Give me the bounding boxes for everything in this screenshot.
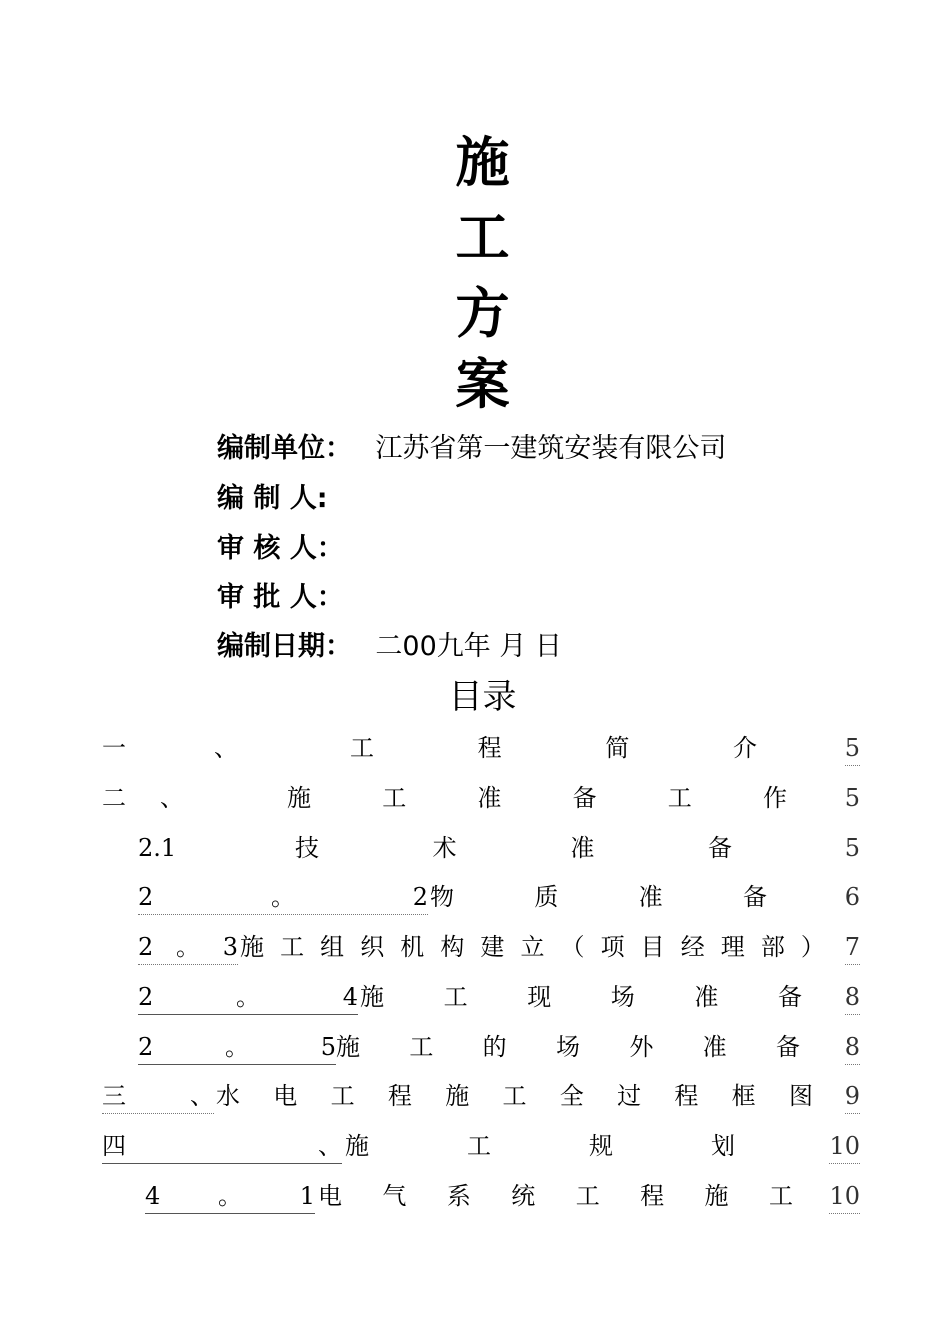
toc-entry-number	[138, 930, 238, 965]
toc-title-char: 工	[768, 1182, 793, 1210]
toc-title-char: 织	[360, 933, 385, 961]
toc-title-char: 施	[345, 1132, 369, 1160]
toc-title-char: 术	[432, 834, 457, 862]
toc-title-char: 准	[702, 1033, 727, 1061]
toc-title-char: 施	[240, 933, 264, 961]
toc-entry[interactable]	[138, 980, 860, 1014]
toc-title-char: 程	[640, 1182, 665, 1210]
toc-entry[interactable]	[102, 1129, 860, 1163]
toc-number-char: 2	[138, 1033, 154, 1061]
reviewer-label: 审 核 人：	[217, 533, 344, 564]
toc-number-char: 。	[236, 983, 260, 1011]
toc-title-char: 施	[336, 1033, 360, 1061]
toc-entry[interactable]	[138, 880, 860, 914]
toc-title: 目录	[448, 677, 517, 717]
toc-entry-number	[145, 1179, 315, 1214]
toc-title-char: 规	[589, 1132, 613, 1160]
title-char-4: 案	[455, 352, 510, 416]
toc-number-char: 1	[299, 1182, 315, 1210]
title-char-1: 施	[455, 130, 510, 194]
toc-title-char: 准	[477, 784, 502, 812]
toc-entry-title	[430, 880, 767, 914]
toc-entry-title	[318, 1179, 793, 1213]
toc-number-char: 三	[102, 1082, 126, 1110]
toc-title-char: 工	[409, 1033, 434, 1061]
date-value: 二00九年 月 日	[375, 631, 562, 662]
toc-number-char: 、	[190, 1082, 214, 1110]
toc-title-char: 程	[387, 1082, 412, 1110]
toc-title-char: 备	[777, 983, 802, 1011]
toc-title-char: 备	[572, 784, 597, 812]
toc-title-char: 施	[360, 983, 384, 1011]
toc-title-char: 工	[575, 1182, 600, 1210]
toc-title-char: 备	[775, 1033, 800, 1061]
toc-entry-title	[295, 831, 732, 865]
toc-page-number: 6	[844, 883, 860, 911]
toc-title-char: 物	[430, 883, 454, 911]
toc-title-char: 的	[482, 1033, 507, 1061]
toc-entry-title	[360, 980, 802, 1014]
toc-number-char: 4	[342, 983, 358, 1011]
toc-title-char: 施	[445, 1082, 470, 1110]
toc-title-char: 质	[534, 883, 559, 911]
toc-number-char: 。	[225, 1033, 249, 1061]
toc-title-char: 电	[273, 1082, 298, 1110]
toc-entry[interactable]	[102, 1079, 860, 1113]
toc-title-char: 全	[559, 1082, 584, 1110]
toc-entry-number	[102, 781, 184, 815]
toc-entry-title	[345, 1129, 735, 1163]
toc-entry-number	[102, 731, 238, 765]
toc-number-char: 4	[145, 1182, 161, 1210]
toc-title-char: 建	[480, 933, 505, 961]
toc-entry-title	[350, 731, 757, 765]
date-label: 编制日期：	[217, 631, 352, 662]
toc-title-char: 介	[732, 734, 757, 762]
toc-title-char: 经	[680, 933, 705, 961]
toc-title-char: 现	[527, 983, 552, 1011]
toc-entry-title	[216, 1079, 813, 1113]
toc-entry-number	[138, 831, 178, 865]
toc-entry-title	[336, 1030, 800, 1064]
toc-number-char: 。	[271, 883, 295, 911]
toc-title-char: 机	[400, 933, 425, 961]
toc-entry[interactable]	[138, 831, 860, 865]
toc-page-number: 8	[845, 1030, 860, 1065]
toc-title-char: 技	[295, 834, 319, 862]
toc-entry-number	[102, 1129, 342, 1164]
info-approver-row	[217, 581, 344, 615]
info-date-row	[217, 630, 562, 664]
toc-title-char: 工	[467, 1132, 491, 1160]
toc-number-char: 2	[138, 983, 154, 1011]
toc-title-char: 过	[617, 1082, 642, 1110]
toc-title-char: 程	[674, 1082, 699, 1110]
title-char-2: 工	[455, 205, 510, 269]
toc-title-char: 理	[720, 933, 745, 961]
toc-title-char: 系	[446, 1182, 471, 1210]
info-unit-row	[217, 432, 726, 466]
toc-number-char: 2	[138, 883, 154, 911]
toc-title-char: 工	[667, 784, 692, 812]
toc-title-char: 组	[320, 933, 345, 961]
toc-title-char: （	[560, 933, 585, 961]
toc-number-char: 3	[222, 933, 238, 961]
toc-title-char: 工	[443, 983, 468, 1011]
toc-title-char: 工	[350, 734, 374, 762]
toc-title-char: 工	[280, 933, 305, 961]
toc-entry-number	[138, 880, 428, 915]
toc-title-char: 气	[382, 1182, 407, 1210]
toc-title-char: 场	[555, 1033, 580, 1061]
toc-number-char: 2.1	[138, 834, 177, 862]
toc-title-char: 工	[502, 1082, 527, 1110]
toc-page-number: 7	[845, 930, 860, 965]
toc-entry[interactable]	[138, 1030, 860, 1064]
toc-title-char: 工	[382, 784, 407, 812]
toc-number-char: 二	[102, 784, 126, 812]
toc-entry-number	[102, 1079, 214, 1114]
toc-number-char: 2	[138, 933, 154, 961]
toc-title-char: 外	[629, 1033, 654, 1061]
toc-entry[interactable]	[102, 731, 860, 765]
toc-title-char: 准	[638, 883, 663, 911]
toc-title-char: 水	[216, 1082, 240, 1110]
toc-number-char: 、	[318, 1132, 342, 1160]
toc-title-char: 备	[742, 883, 767, 911]
toc-title-char: 部	[760, 933, 785, 961]
toc-title-char: 程	[477, 734, 502, 762]
toc-page-number: 10	[829, 1129, 860, 1164]
toc-title-char: ）	[800, 933, 825, 961]
toc-entry[interactable]	[145, 1179, 860, 1213]
unit-value: 江苏省第一建筑安装有限公司	[375, 433, 727, 464]
toc-number-char: 、	[214, 734, 238, 762]
toc-title-char: 框	[731, 1082, 756, 1110]
toc-page-number: 8	[845, 980, 860, 1015]
toc-title-char: 场	[610, 983, 635, 1011]
toc-entry-title	[287, 781, 787, 815]
toc-title-char: 项	[600, 933, 625, 961]
toc-number-char: 。	[218, 1182, 242, 1210]
toc-title-char: 划	[711, 1132, 735, 1160]
toc-page-number: 10	[829, 1179, 860, 1214]
toc-title-char: 构	[440, 933, 465, 961]
toc-number-char: 2	[412, 883, 428, 911]
toc-page-number: 5	[844, 834, 860, 862]
toc-title-char: 作	[762, 784, 787, 812]
info-reviewer-row	[217, 532, 344, 566]
toc-title-char: 准	[694, 983, 719, 1011]
toc-number-char: 5	[320, 1033, 336, 1061]
toc-entry[interactable]	[138, 930, 860, 964]
toc-title-char: 施	[287, 784, 311, 812]
toc-title-char: 简	[605, 734, 630, 762]
toc-page-number: 5	[844, 784, 860, 812]
toc-number-char: 、	[160, 784, 184, 812]
toc-number-char: 四	[102, 1132, 126, 1160]
toc-page-number: 5	[845, 731, 860, 766]
toc-title-char: 工	[330, 1082, 355, 1110]
toc-entry-number	[138, 1030, 336, 1065]
unit-label: 编制单位：	[217, 433, 352, 464]
toc-title-char: 图	[788, 1082, 813, 1110]
toc-entry-number	[138, 980, 358, 1015]
info-author-row	[217, 482, 328, 516]
toc-number-char: 一	[102, 734, 126, 762]
title-char-3: 方	[455, 281, 510, 345]
toc-title-char: 统	[511, 1182, 536, 1210]
toc-entry[interactable]	[102, 781, 860, 815]
author-label: 编 制 人:	[217, 483, 328, 514]
toc-entry-title	[240, 930, 825, 964]
toc-page-number: 9	[845, 1079, 860, 1114]
toc-title-char: 立	[520, 933, 545, 961]
toc-title-char: 准	[570, 834, 595, 862]
toc-title-char: 目	[640, 933, 665, 961]
toc-title-char: 电	[318, 1182, 342, 1210]
toc-title-char: 施	[704, 1182, 729, 1210]
toc-number-char: 。	[176, 933, 200, 961]
toc-title-char: 备	[707, 834, 732, 862]
approver-label: 审 批 人：	[217, 582, 344, 613]
